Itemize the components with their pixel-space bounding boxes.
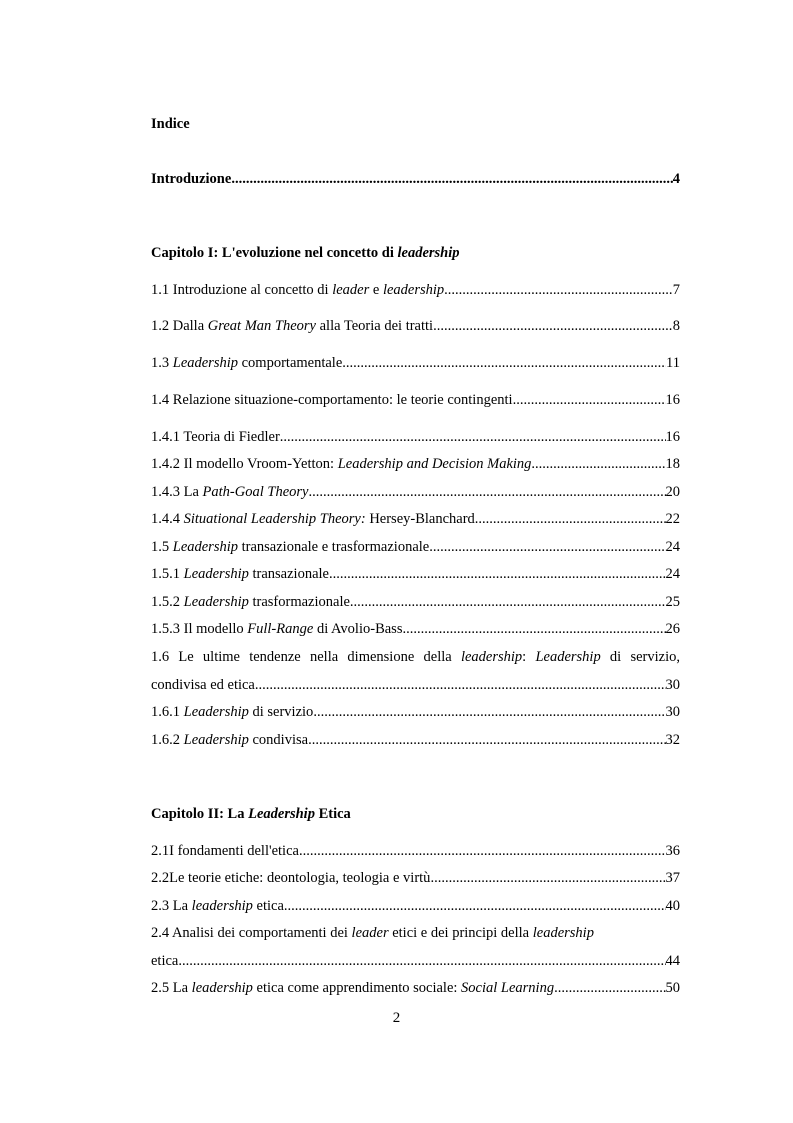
toc-entry-1-4-3[interactable]: 1.4.3 La Path-Goal Theory ..... 20 xyxy=(151,482,680,502)
toc-entry-1-5-3[interactable]: 1.5.3 Il modello Full-Range di Avolio-Bass ..... 26 xyxy=(151,619,680,639)
toc-entry-1-6-2[interactable]: 1.6.2 Leadership condivisa ..... 32 xyxy=(151,730,680,750)
toc-entry-1-4-1[interactable]: 1.4.1 Teoria di Fiedler ..... 16 xyxy=(151,427,680,447)
toc-entry-1-5-2[interactable]: 1.5.2 Leadership trasformazionale ..... 25 xyxy=(151,592,680,612)
toc-entry-2-3[interactable]: 2.3 La leadership etica ..... 40 xyxy=(151,896,680,916)
toc-label: Introduzione xyxy=(151,171,232,187)
toc-entry-2-5[interactable]: 2.5 La leadership etica come apprendimento sociale: Social Learning ..... 50 xyxy=(151,978,680,998)
chapter-1-heading: Capitolo I: L'evoluzione nel concetto di leadership xyxy=(151,245,460,261)
toc-dots xyxy=(231,169,672,189)
toc-entry-introduzione[interactable] xyxy=(151,169,680,189)
toc-entry-1-6-1[interactable]: 1.6.1 Leadership di servizio ..... 30 xyxy=(151,702,680,722)
page-title: Indice xyxy=(151,116,190,132)
toc-entry-1-6-line2[interactable]: condivisa ed etica ..... 30 xyxy=(151,675,680,695)
page-number: 2 xyxy=(392,1010,401,1026)
toc-entry-1-1[interactable]: 1.1 Introduzione al concetto di leader e leadership ..... 7 xyxy=(151,280,680,300)
toc-entry-1-4[interactable]: 1.4 Relazione situazione-comportamento: le teorie contingenti ..... 16 xyxy=(151,390,680,410)
toc-entry-2-4-line1[interactable]: 2.4 Analisi dei comportamenti dei leader etici e dei principi della leadership xyxy=(151,925,594,941)
toc-entry-1-5[interactable]: 1.5 Leadership transazionale e trasformazionale ..... 24 xyxy=(151,537,680,557)
toc-page: 4 xyxy=(672,171,680,187)
toc-entry-1-5-1[interactable]: 1.5.1 Leadership transazionale ..... 24 xyxy=(151,564,680,584)
toc-entry-2-2[interactable]: 2.2Le teorie etiche: deontologia, teologia e virtù ..... 37 xyxy=(151,868,680,888)
toc-entry-1-2[interactable]: 1.2 Dalla Great Man Theory alla Teoria dei tratti ..... 8 xyxy=(151,316,680,336)
chapter-2-heading: Capitolo II: La Leadership Etica xyxy=(151,806,351,822)
toc-entry-2-4-line2[interactable]: etica ..... 44 xyxy=(151,951,680,971)
toc-entry-1-6-line1[interactable]: 1.6 Le ultime tendenze nella dimensione della leadership: Leadership di servizio, xyxy=(151,649,680,665)
toc-entry-1-4-4[interactable]: 1.4.4 Situational Leadership Theory: Hersey-Blanchard ..... 22 xyxy=(151,509,680,529)
toc-entry-2-1[interactable]: 2.1I fondamenti dell'etica ..... 36 xyxy=(151,841,680,861)
toc-entry-1-4-2[interactable]: 1.4.2 Il modello Vroom-Yetton: Leadership and Decision Making ..... 18 xyxy=(151,454,680,474)
toc-entry-1-3[interactable]: 1.3 Leadership comportamentale ..... 11 xyxy=(151,353,680,373)
